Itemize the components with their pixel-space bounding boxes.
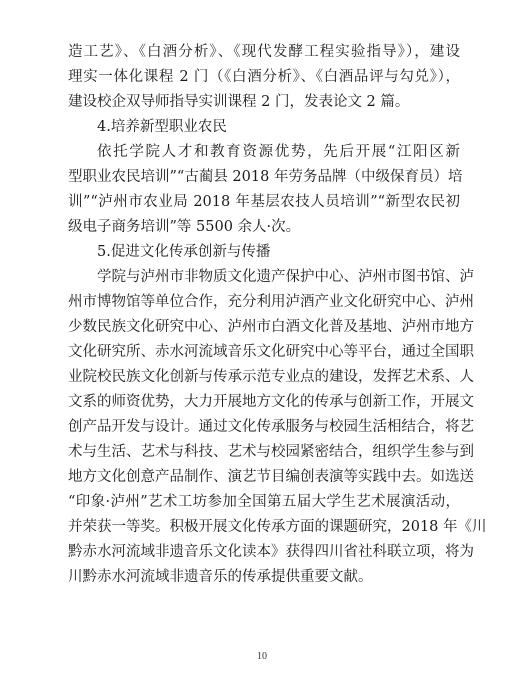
- text-line: 业院校民族文化创新与传承示范专业点的建设，发挥艺术系、人: [68, 369, 474, 385]
- text-line: 文系的师资优势，大力开展地方文化的传承与创新工作，开展文: [68, 394, 474, 410]
- section-heading-4: 4.培养新型职业农民: [97, 119, 227, 135]
- text-line: 黔赤水河流域非遗音乐文化读本》获得四川省社科联立项，将为: [68, 544, 474, 560]
- text-line: “印象·泸州”艺术工坊参加全国第五届大学生艺术展演活动，: [68, 494, 460, 510]
- paragraph-4: [68, 140, 463, 240]
- text-line: 学院与泸州市非物质文化遗产保护中心、泸州市图书馆、泸: [97, 269, 474, 285]
- text-line: 并荣获一等奖。积极开展文化传承方面的课题研究，2018 年《川: [68, 519, 487, 535]
- text-line: 川黔赤水河流域非遗音乐的传承提供重要文献。: [68, 569, 373, 585]
- document-body: [68, 40, 487, 590]
- text-line: 训”“泸州市农业局 2018 年基层农技人员培训”“新型农民初: [68, 194, 460, 210]
- paragraph-top: [68, 40, 460, 115]
- text-line: 文化研究所、赤水河流域音乐文化研究中心等平台，通过全国职: [68, 344, 474, 360]
- text-line: 地方文化创意产品制作、演艺节目编创表演等实践中去。如选送: [68, 469, 474, 485]
- text-line: 少数民族文化研究中心、泸州市白酒文化普及基地、泸州市地方: [68, 319, 474, 335]
- text-line: 理实一体化课程 2 门（《白酒分析》、《白酒品评与勾兑》），: [68, 69, 460, 85]
- text-line: 创产品开发与设计。通过文化传承服务与校园生活相结合，将艺: [68, 419, 474, 435]
- text-line: 造工艺》、《白酒分析》、《现代发酵工程实验指导》），建设: [68, 44, 460, 60]
- section-heading-5: 5.促进文化传承创新与传播: [97, 244, 271, 260]
- text-line: 级电子商务培训”等 5500 余人·次。: [68, 219, 301, 235]
- paragraph-5: [68, 265, 487, 590]
- page-number: 10: [257, 651, 267, 662]
- text-line: 建设校企双导师指导实训课程 2 门，发表论文 2 篇。: [68, 94, 410, 110]
- text-line: 术与生活、艺术与科技、艺术与校园紧密结合，组织学生参与到: [68, 444, 474, 460]
- text-line: 州市博物馆等单位合作，充分利用泸酒产业文化研究中心、泸州: [68, 294, 474, 310]
- text-line: 型职业农民培训”“古蔺县 2018 年劳务品牌（中级保育员）培: [68, 169, 463, 185]
- text-line: 依托学院人才和教育资源优势，先后开展“江阳区新: [97, 144, 460, 160]
